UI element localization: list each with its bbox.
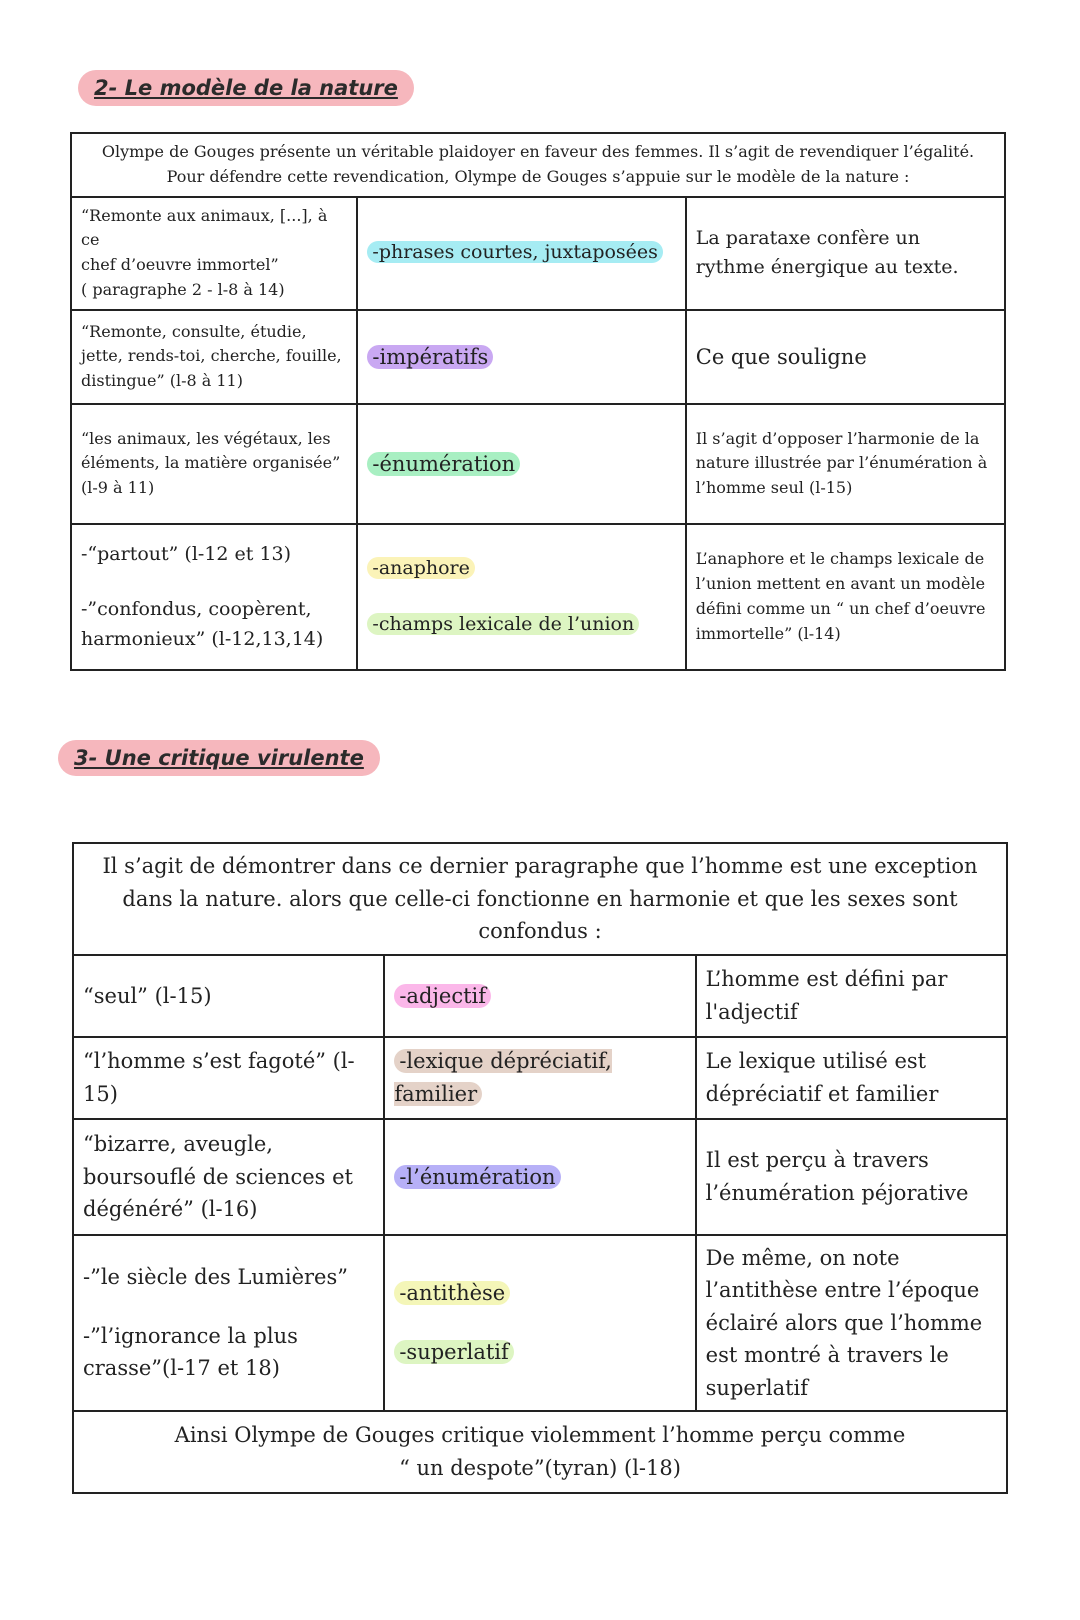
procede-highlight: -adjectif: [394, 984, 491, 1008]
procede-cell: [384, 1235, 695, 1411]
section-2-heading: 2- Le modèle de la nature: [78, 70, 414, 106]
quote-cell: [71, 524, 357, 670]
procede-cell: [357, 404, 685, 524]
procede-cell: [357, 197, 685, 310]
table-row: [73, 955, 1007, 1037]
analysis-cell: Le lexique utilisé est dépréciatif et familier: [696, 1037, 1007, 1119]
procede-cell: [384, 955, 695, 1037]
quote-line: ( paragraphe 2 - l-8 à 14): [81, 279, 285, 299]
analysis-cell: Il est perçu à travers l’énumération péjorative: [696, 1119, 1007, 1235]
conclusion-line: “ un despote”(tyran) (l-18): [399, 1456, 681, 1480]
table-row: [71, 524, 1005, 670]
procede-cell: [357, 310, 685, 404]
intro-line: Olympe de Gouges présente un véritable plaidoyer en faveur des femmes. Il s’agit de revendiquer l’égalité.: [101, 142, 975, 161]
quote-cell: [71, 404, 357, 524]
quote-line: “Remonte, consulte, étudie,: [81, 321, 307, 341]
quote-line: -”l’ignorance la plus crasse”(l-17 et 18): [83, 1323, 298, 1381]
quote-line: -”le siècle des Lumières”: [83, 1265, 348, 1290]
quote-cell: “bizarre, aveugle, boursouflé de sciences et dégénéré” (l-16): [73, 1119, 384, 1235]
conclusion-cell: [73, 1411, 1007, 1493]
procede-highlight: -l’énumération: [394, 1165, 560, 1189]
table-row: [71, 310, 1005, 404]
quote-line: distingue” (l-8 à 11): [81, 371, 243, 391]
nature-model-table: [70, 132, 1006, 671]
intro-cell: Il s’agit de démontrer dans ce dernier paragraphe que l’homme est une exception dans la nature. alors que celle-ci fonctionne en harmonie et que les sexes sont confondus :: [73, 843, 1007, 955]
procede-cell: [384, 1037, 695, 1119]
table-row: [73, 1119, 1007, 1235]
quote-line: “Remonte aux animaux, [...], à ce: [81, 205, 328, 250]
conclusion-line: Ainsi Olympe de Gouges critique violemment l’homme perçu comme: [174, 1423, 906, 1448]
analysis-cell: L’anaphore et le champs lexicale de l’union mettent en avant un modèle défini comme un “ un chef d’oeuvre immortelle” (l-14): [686, 524, 1005, 670]
table-row: [73, 1037, 1007, 1119]
section-3-heading: 3- Une critique virulente: [58, 740, 380, 776]
analysis-cell: Ce que souligne: [686, 310, 1005, 404]
quote-cell: [71, 197, 357, 310]
analysis-cell: L’homme est défini par l'adjectif: [696, 955, 1007, 1037]
quote-cell: [71, 310, 357, 404]
quote-cell: “seul” (l-15): [73, 955, 384, 1037]
table-row: [71, 197, 1005, 310]
quote-line: chef d’oeuvre immortel”: [81, 255, 279, 275]
quote-cell: “l’homme s’est fagoté” (l-15): [73, 1037, 384, 1119]
quote-line: “les animaux, les végétaux, les: [81, 428, 331, 448]
procede-highlight: -anaphore: [367, 557, 474, 579]
procede-highlight: -champs lexicale de l’union: [367, 613, 639, 635]
procede-highlight: -superlatif: [394, 1340, 513, 1364]
table-row: [73, 1411, 1007, 1493]
analysis-cell: La parataxe confère un rythme énergique au texte.: [686, 197, 1005, 310]
analysis-cell: Il s’agit d’opposer l’harmonie de la nature illustrée par l’énumération à l’homme seul (l-15): [686, 404, 1005, 524]
procede-highlight: -antithèse: [394, 1281, 510, 1305]
procede-highlight: -énumération: [367, 452, 520, 476]
procede-highlight: -phrases courtes, juxtaposées: [367, 241, 663, 263]
intro-line: Pour défendre cette revendication, Olympe de Gouges s’appuie sur le modèle de la nature :: [166, 166, 910, 186]
critique-table: [72, 842, 1008, 1494]
intro-cell: [71, 133, 1005, 197]
analysis-cell: De même, on note l’antithèse entre l’époque éclairé alors que l’homme est montré à travers le superlatif: [696, 1235, 1007, 1411]
table-row: [71, 133, 1005, 197]
table-row: [73, 1235, 1007, 1411]
quote-line: (l-9 à 11): [81, 478, 155, 498]
table-row: [73, 843, 1007, 955]
procede-cell: [357, 524, 685, 670]
procede-highlight: -lexique dépréciatif, familier: [394, 1049, 612, 1106]
procede-cell: [384, 1119, 695, 1235]
quote-line: éléments, la matière organisée”: [81, 453, 341, 473]
quote-line: -“partout” (l-12 et 13): [81, 542, 292, 565]
quote-cell: [73, 1235, 384, 1411]
quote-line: jette, rends-toi, cherche, fouille,: [81, 346, 342, 366]
procede-highlight: -impératifs: [367, 345, 493, 369]
table-row: [71, 404, 1005, 524]
quote-line: -”confondus, coopèrent, harmonieux” (l-12,13,14): [81, 598, 324, 650]
